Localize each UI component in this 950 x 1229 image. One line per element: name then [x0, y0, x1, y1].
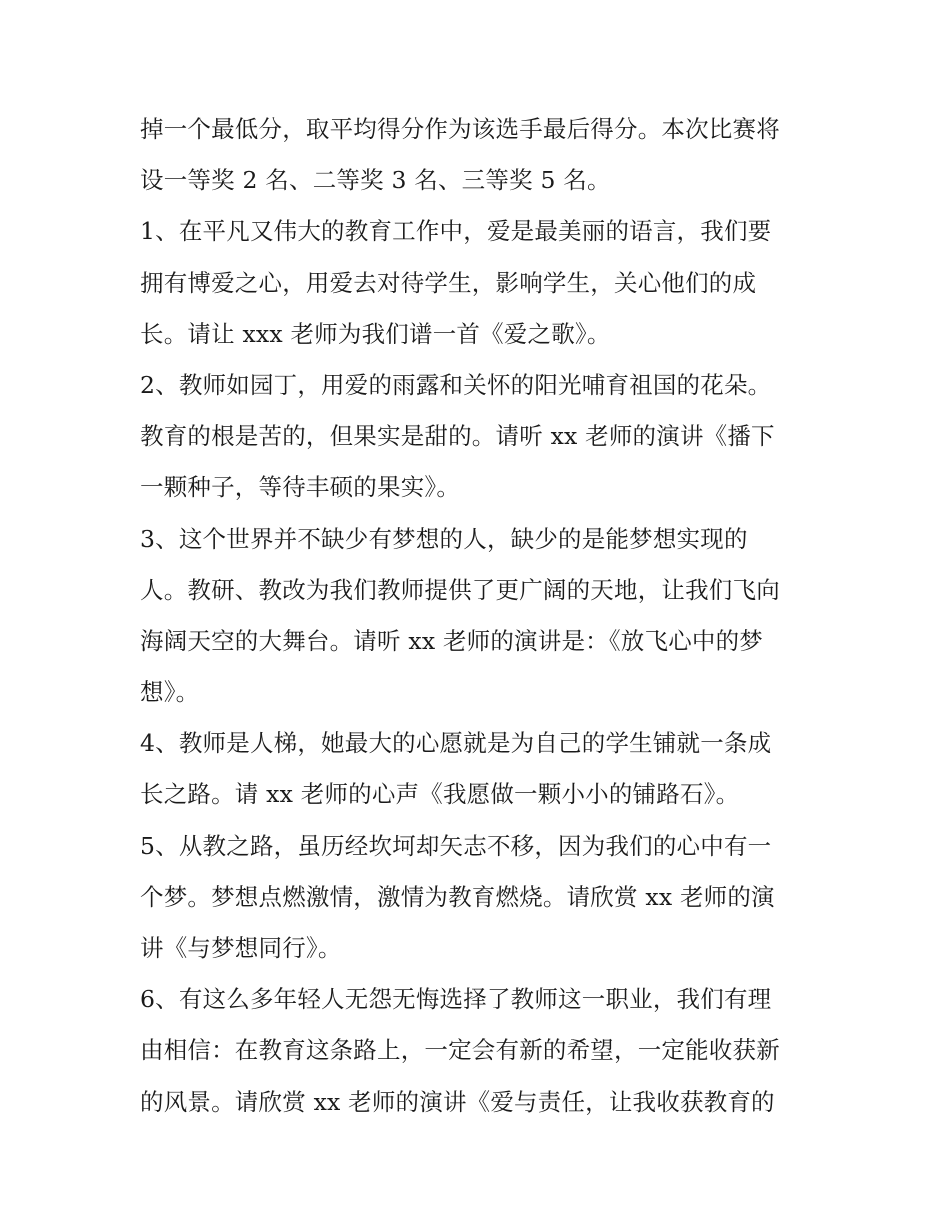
text-line: 由相信：在教育这条路上，一定会有新的希望，一定能收获新 — [140, 1036, 780, 1065]
text-line: 人。教研、教改为我们教师提供了更广阔的天地，让我们飞向 — [140, 575, 780, 604]
text-line: 掉一个最低分，取平均得分作为该选手最后得分。本次比赛将 — [140, 115, 780, 143]
text-line: 4、教师是人梯，她最大的心愿就是为自己的学生铺就一条成 — [140, 729, 772, 758]
text-line: 长。请让 xxx 老师为我们谱一首《爱之歌》。 — [140, 319, 611, 348]
text-line: 6、有这么多年轻人无怨无悔选择了教师这一职业，我们有理 — [140, 985, 772, 1014]
text-line: 设一等奖 2 名、二等奖 3 名、三等奖 5 名。 — [140, 166, 611, 195]
text-line: 2、教师如园丁，用爱的雨露和关怀的阳光哺育祖国的花朵。 — [140, 370, 772, 399]
document-body — [140, 104, 820, 1128]
text-line: 3、这个世界并不缺少有梦想的人，缺少的是能梦想实现的 — [140, 524, 748, 553]
text-line: 个梦。梦想点燃激情，激情为教育燃烧。请欣赏 xx 老师的演 — [140, 882, 775, 911]
text-line: 的风景。请欣赏 xx 老师的演讲《爱与责任，让我收获教育的 — [140, 1087, 775, 1116]
text-line: 1、在平凡又伟大的教育工作中，爱是最美丽的语言，我们要 — [140, 217, 772, 246]
text-line: 海阔天空的大舞台。请听 xx 老师的演讲是：《放飞心中的梦 — [140, 626, 763, 655]
text-line: 拥有博爱之心，用爱去对待学生，影响学生，关心他们的成 — [140, 268, 757, 297]
text-line: 教育的根是苦的，但果实是甜的。请听 xx 老师的演讲《播下 — [140, 422, 775, 451]
text-line: 讲《与梦想同行》。 — [140, 934, 342, 962]
text-line: 5、从教之路，虽历经坎坷却矢志不移，因为我们的心中有一 — [140, 831, 772, 860]
text-line: 长之路。请 xx 老师的心声《我愿做一颗小小的铺路石》。 — [140, 780, 740, 809]
text-line: 想》。 — [140, 678, 200, 707]
text-line: 一颗种子，等待丰硕的果实》。 — [140, 473, 461, 502]
